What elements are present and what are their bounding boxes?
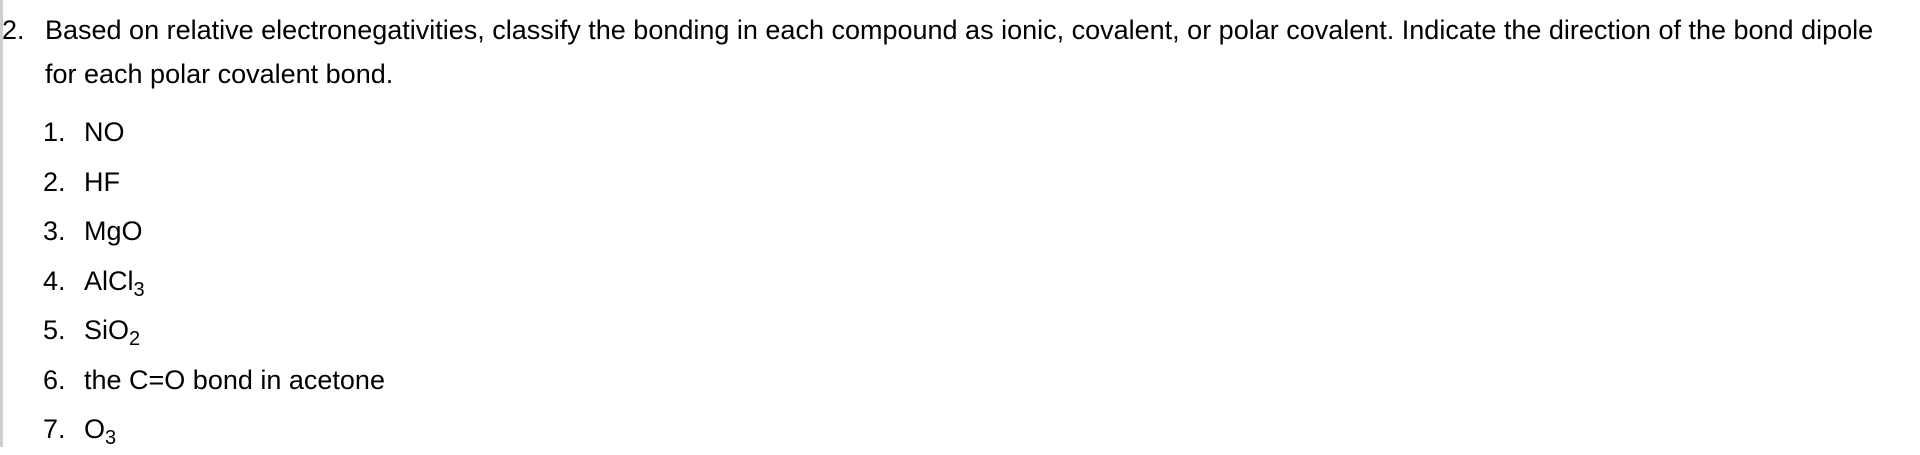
- formula-base: HF: [84, 166, 120, 197]
- formula-base: MgO: [84, 216, 143, 246]
- question-header: [0, 8, 1910, 96]
- item-number: 6.: [43, 364, 66, 395]
- formula-base: NO: [84, 117, 125, 147]
- list-item: [0, 257, 1910, 307]
- item-formula: [84, 405, 116, 455]
- item-number: 7.: [43, 414, 66, 444]
- question-text: Based on relative electronegativities, classify the bonding in each compound as ionic, covalent, or polar covalent. Indicate the direction of the bond dipole for each polar covalent bond.: [45, 15, 1874, 89]
- list-item: [0, 207, 1910, 257]
- formula-subscript: 3: [105, 427, 117, 449]
- question-number: 2.: [2, 15, 25, 45]
- list-item: [0, 306, 1910, 356]
- list-item: [0, 405, 1910, 455]
- question-block: [0, 8, 1910, 455]
- formula-base: SiO: [84, 315, 130, 345]
- formula-base: the C=O bond in acetone: [84, 364, 385, 395]
- item-number: 5.: [43, 315, 66, 345]
- item-number: 4.: [43, 265, 66, 296]
- formula-subscript: 2: [129, 328, 141, 350]
- list-item: [0, 108, 1910, 158]
- list-item: [0, 356, 1910, 406]
- item-formula: [84, 356, 385, 406]
- formula-subscript: 3: [133, 278, 145, 301]
- formula-base: O: [84, 414, 106, 444]
- compound-list: [0, 108, 1910, 455]
- item-number: 3.: [43, 216, 66, 246]
- item-formula: [84, 257, 145, 307]
- item-number: 2.: [43, 166, 66, 197]
- item-formula: [84, 306, 140, 356]
- item-formula: [84, 108, 125, 158]
- formula-base: AlCl: [84, 265, 134, 296]
- list-item: [0, 158, 1910, 208]
- item-number: 1.: [43, 117, 66, 147]
- item-formula: [84, 158, 120, 208]
- item-formula: [84, 207, 143, 257]
